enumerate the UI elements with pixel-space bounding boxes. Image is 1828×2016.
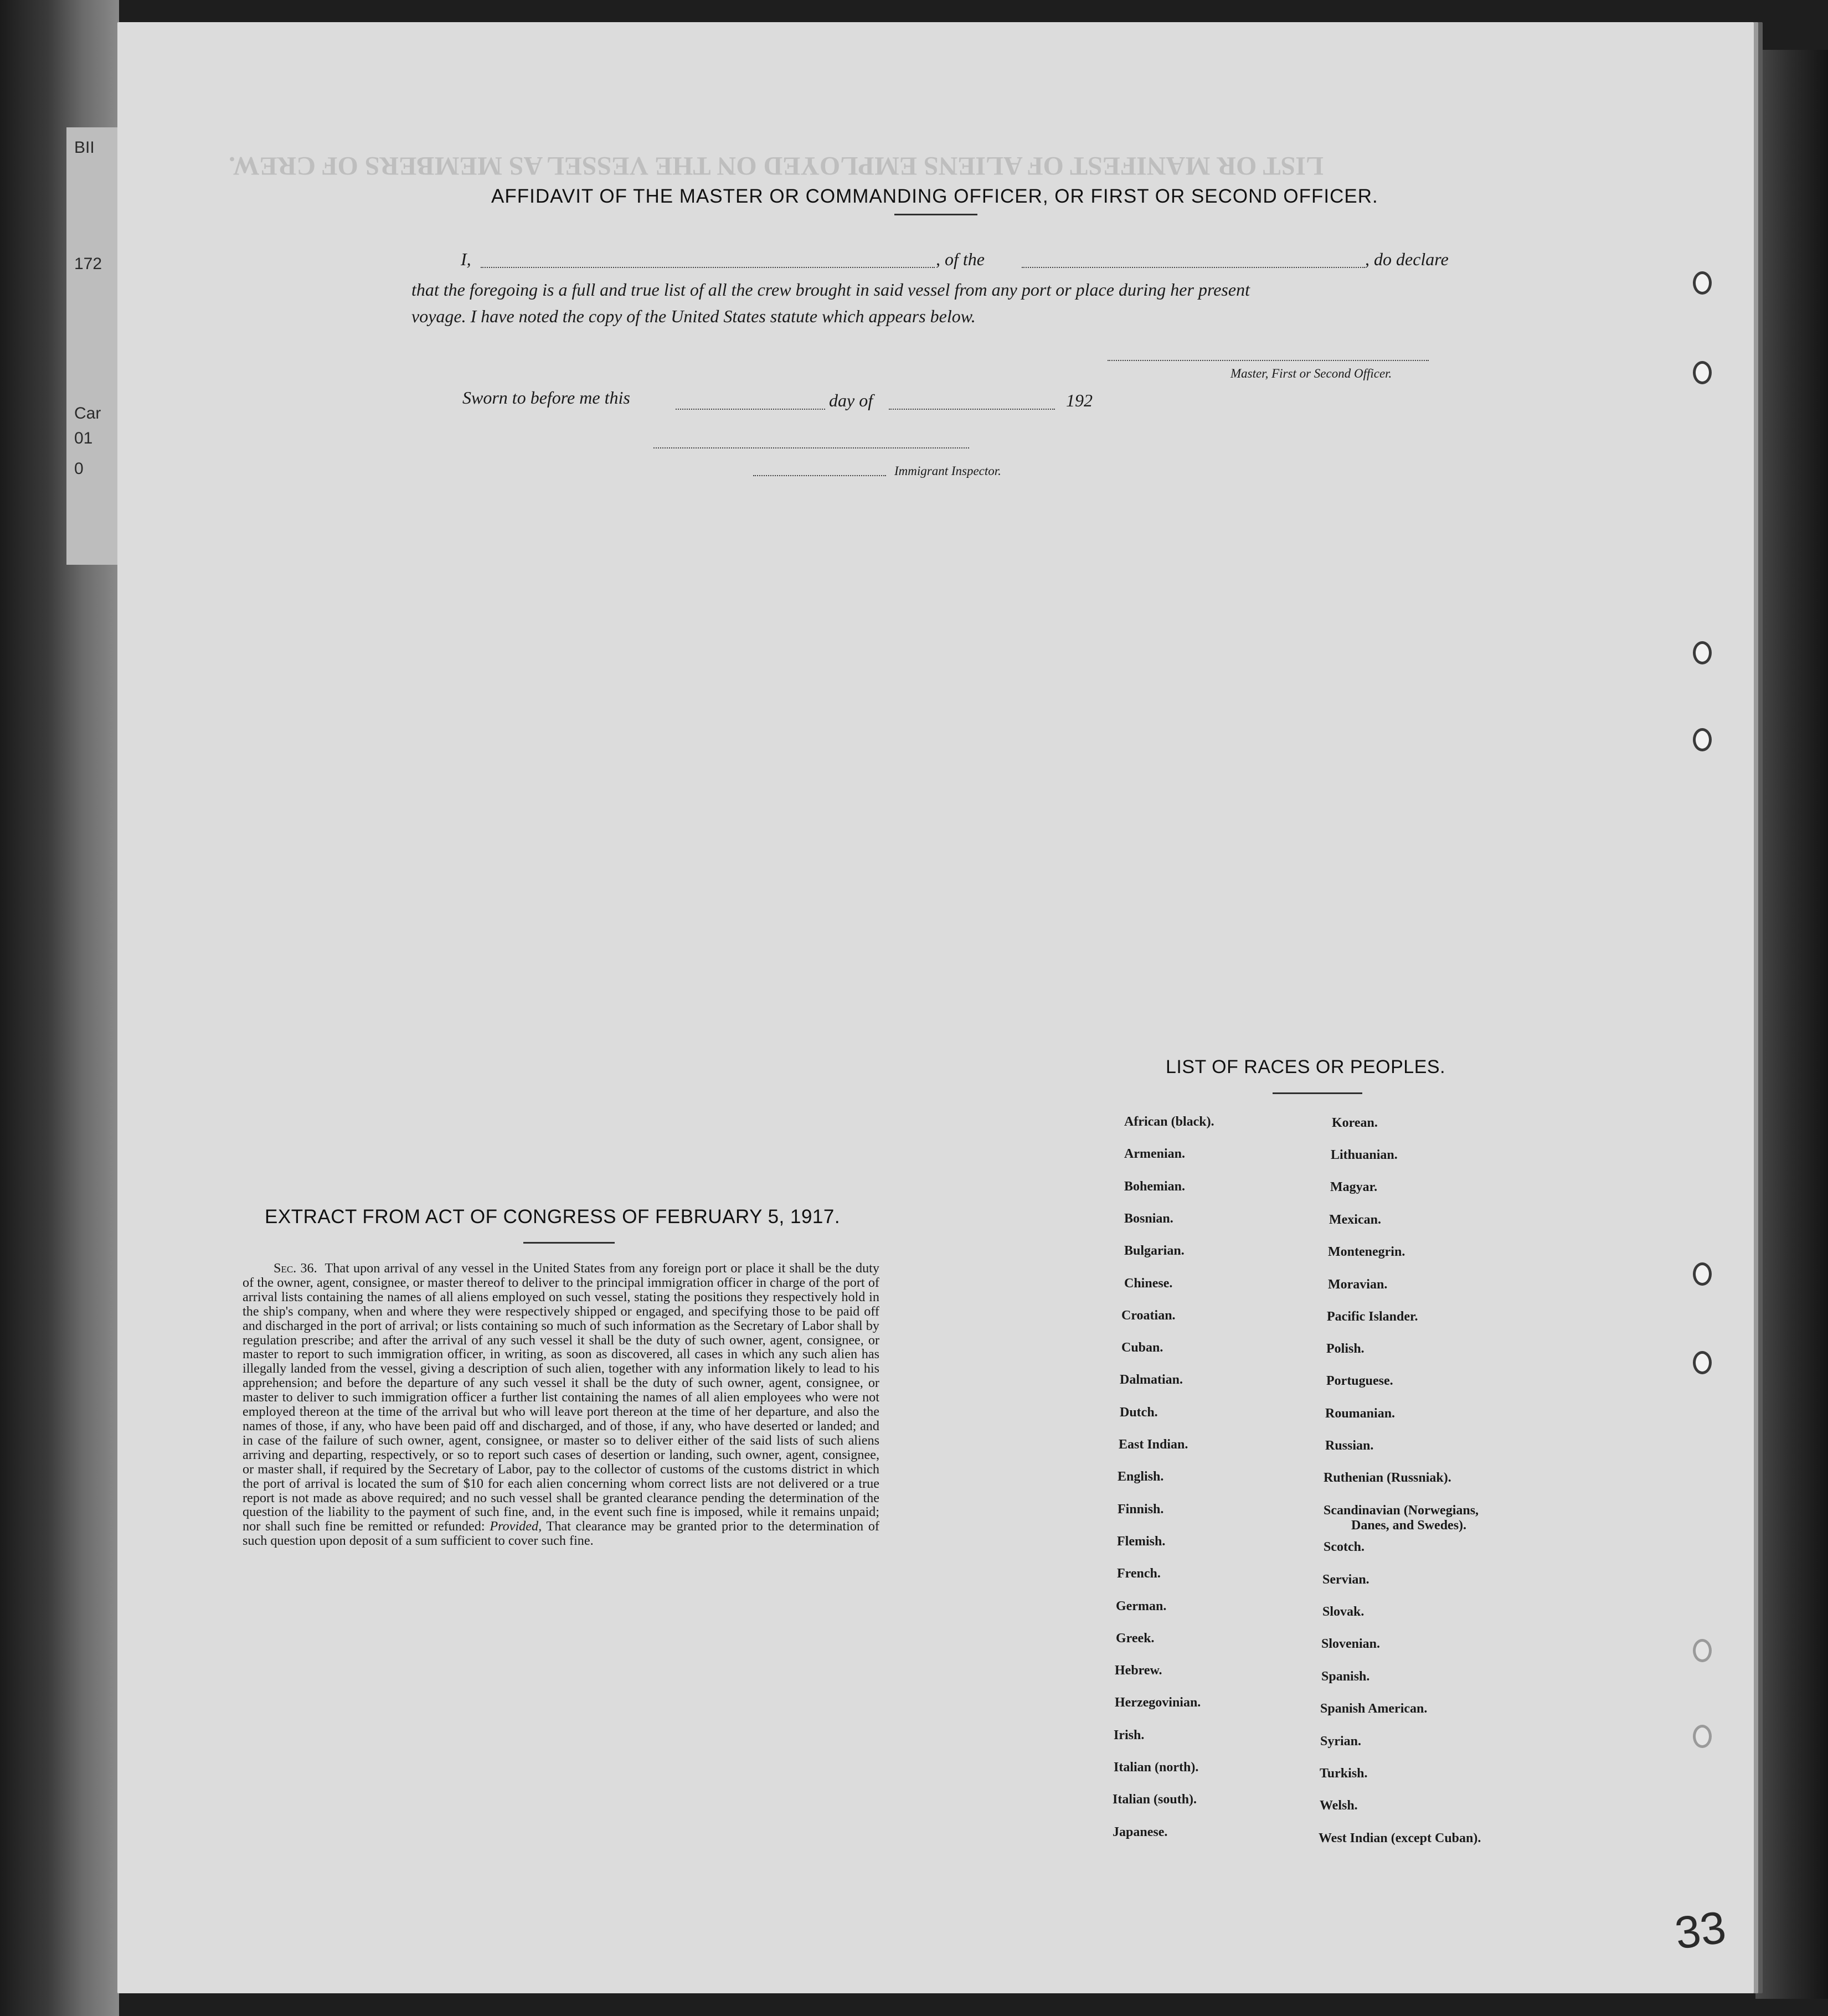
race-item: Korean. xyxy=(1332,1116,1378,1130)
races-underline xyxy=(1273,1092,1362,1094)
name-blank xyxy=(481,267,935,268)
sworn-year: 192 xyxy=(1066,390,1093,410)
race-item: Italian (north). xyxy=(1114,1760,1199,1775)
race-item: French. xyxy=(1117,1566,1161,1581)
race-item: Flemish. xyxy=(1117,1534,1166,1549)
race-item: West Indian (except Cuban). xyxy=(1319,1831,1481,1845)
title-underline xyxy=(894,214,977,215)
race-item: Croatian. xyxy=(1121,1308,1176,1323)
signature-caption: Master, First or Second Officer. xyxy=(1230,367,1392,380)
race-item: Bosnian. xyxy=(1124,1211,1173,1226)
race-item: Polish. xyxy=(1326,1342,1364,1356)
race-item: Servian. xyxy=(1322,1572,1369,1587)
sworn-prefix: Sworn to before me this xyxy=(462,388,630,408)
race-item: Irish. xyxy=(1114,1728,1145,1742)
vessel-blank xyxy=(1022,267,1365,268)
affidavit-line-2: that the foregoing is a full and true list of all the crew brought in said vessel from any port or place during her present xyxy=(411,280,1250,300)
race-item: Japanese. xyxy=(1113,1825,1168,1839)
race-item: Spanish. xyxy=(1321,1669,1370,1684)
punch-hole xyxy=(1693,1725,1712,1748)
affidavit-title: AFFIDAVIT OF THE MASTER OR COMMANDING OFFICER, OR FIRST OR SECOND OFFICER. xyxy=(491,185,1378,207)
race-item: Bulgarian. xyxy=(1124,1244,1185,1258)
race-item: Ruthenian (Russniak). xyxy=(1324,1471,1451,1485)
extract-title: EXTRACT FROM ACT OF CONGRESS OF FEBRUARY 5, 1917. xyxy=(265,1206,841,1228)
race-item: Scandinavian (Norwegians, xyxy=(1324,1503,1479,1518)
race-item: Dalmatian. xyxy=(1120,1373,1183,1387)
margin-fragment: 0 xyxy=(74,460,84,478)
race-item: Dutch. xyxy=(1120,1405,1158,1420)
punch-hole xyxy=(1693,361,1712,384)
race-item: Portuguese. xyxy=(1326,1374,1393,1388)
bleed-through-heading: LIST OR MANIFEST OF ALIENS EMPLOYED ON THE VESSEL AS MEMBERS OF CREW. xyxy=(229,151,1324,181)
race-item: Scotch. xyxy=(1324,1540,1364,1554)
sworn-day-of: day of xyxy=(829,390,873,410)
inspector-dot-line xyxy=(753,475,886,476)
race-item: Herzegovinian. xyxy=(1115,1695,1201,1710)
page-number: 33 xyxy=(1672,1902,1729,1959)
month-blank xyxy=(889,409,1055,410)
race-item: African (black). xyxy=(1124,1115,1214,1129)
inspector-signature-blank xyxy=(653,447,969,448)
race-item: Slovenian. xyxy=(1321,1637,1381,1651)
punch-hole xyxy=(1693,728,1712,751)
race-item: English. xyxy=(1118,1470,1164,1484)
punch-hole xyxy=(1693,271,1712,295)
affidavit-line-3: voyage. I have noted the copy of the United States statute which appears below. xyxy=(411,306,976,326)
race-item: Chinese. xyxy=(1124,1276,1173,1291)
affidavit-line-i: I, xyxy=(461,249,471,269)
affidavit-do-declare: , do declare xyxy=(1365,249,1449,269)
race-item: Bohemian. xyxy=(1124,1179,1186,1194)
punch-hole xyxy=(1693,1639,1712,1662)
race-item: Italian (south). xyxy=(1113,1792,1197,1807)
margin-fragment: Car xyxy=(74,404,101,422)
race-item: German. xyxy=(1116,1599,1167,1613)
inspector-caption: Immigrant Inspector. xyxy=(894,464,1001,478)
races-title: LIST OF RACES OR PEOPLES. xyxy=(1166,1056,1446,1077)
binder-edge xyxy=(1755,50,1828,1999)
extract-underline xyxy=(523,1242,615,1244)
margin-fragment: 01 xyxy=(74,429,93,447)
race-item: Magyar. xyxy=(1330,1180,1378,1194)
race-item: Pacific Islander. xyxy=(1327,1309,1418,1324)
race-item: East Indian. xyxy=(1119,1437,1188,1452)
race-item: Moravian. xyxy=(1328,1277,1388,1292)
punch-hole xyxy=(1693,1351,1712,1374)
race-item: Cuban. xyxy=(1121,1340,1163,1355)
race-item: Slovak. xyxy=(1322,1605,1364,1619)
race-item: Finnish. xyxy=(1118,1502,1164,1517)
race-item: Welsh. xyxy=(1320,1798,1358,1813)
provided-label: Provided, xyxy=(490,1519,542,1534)
race-item: Roumanian. xyxy=(1325,1406,1396,1421)
affidavit-of-the: , of the xyxy=(936,249,985,269)
race-item: Greek. xyxy=(1116,1631,1155,1646)
race-item: Hebrew. xyxy=(1115,1663,1162,1678)
margin-fragment: BII xyxy=(74,138,95,157)
race-item: Danes, and Swedes). xyxy=(1351,1518,1467,1533)
race-item: Mexican. xyxy=(1329,1213,1381,1227)
race-item: Armenian. xyxy=(1124,1147,1185,1161)
margin-fragment: 172 xyxy=(74,255,102,273)
punch-hole xyxy=(1693,641,1712,664)
extract-body xyxy=(243,1261,879,1548)
signature-blank xyxy=(1108,360,1429,361)
extract-text-end: That clearance may be granted prior to the determination of such question upon deposit of a sum sufficient to cover such fine. xyxy=(243,1519,879,1549)
punch-hole xyxy=(1693,1262,1712,1286)
section-label: Sec. 36. xyxy=(274,1261,317,1276)
race-item: Lithuanian. xyxy=(1331,1148,1398,1162)
day-blank xyxy=(676,409,825,410)
race-item: Montenegrin. xyxy=(1328,1245,1405,1259)
race-item: Syrian. xyxy=(1320,1734,1362,1749)
extract-text: That upon arrival of any vessel in the United States from any foreign port or place it shall be the duty of the owner, agent, consignee, or master thereof to deliver to the principal immigration officer in charge of the port of arrival lists containing the names of all aliens employed on such vessel, stating the positions they respectively hold in the ship's company, when and where they were respectively shipped or engaged, and specifying those to be paid off and discharged in the port of arrival; or lists containing so much of such information as the Secretary of Labor shall by regulation prescribe; and after the arrival of any such vessel it shall be the duty of such owner, agent, consignee, or master to report to such immigration officer, in writing, as soon as discovered, all cases in which any such alien has illegally landed from the vessel, giving a description of such alien, together with any information likely to lead to his apprehension; and before the departure of any such vessel it shall be the duty of such owner, agent, consignee, or master to deliver to such immigration officer a further list containing the names of all alien employees who were not employed thereon at the time of the arrival but who will leave port thereon at the time of her departure, and also the names of those, if any, who have been paid off and discharged, and of those, if any, who have deserted or landed; and in case of the failure of such owner, agent, consignee, or master so to deliver either of the said lists of such aliens arriving and departing, respectively, or so to report such cases of desertion or landing, such owner, agent, consignee, or master shall, if required by the Secretary of Labor, pay to the collector of customs of the customs district in which the port of arrival is located the sum of $10 for each alien concerning whom correct lists are not delivered or a true report is not made as above required; and no such vessel shall be granted clearance pending the determination of the question of the liability to the payment of such fine, and, in the event such fine is imposed, while it remains unpaid; nor shall such fine be remitted or refunded: xyxy=(243,1261,879,1534)
race-item: Russian. xyxy=(1325,1438,1374,1453)
race-item: Turkish. xyxy=(1320,1766,1368,1781)
race-item: Spanish American. xyxy=(1320,1702,1428,1716)
